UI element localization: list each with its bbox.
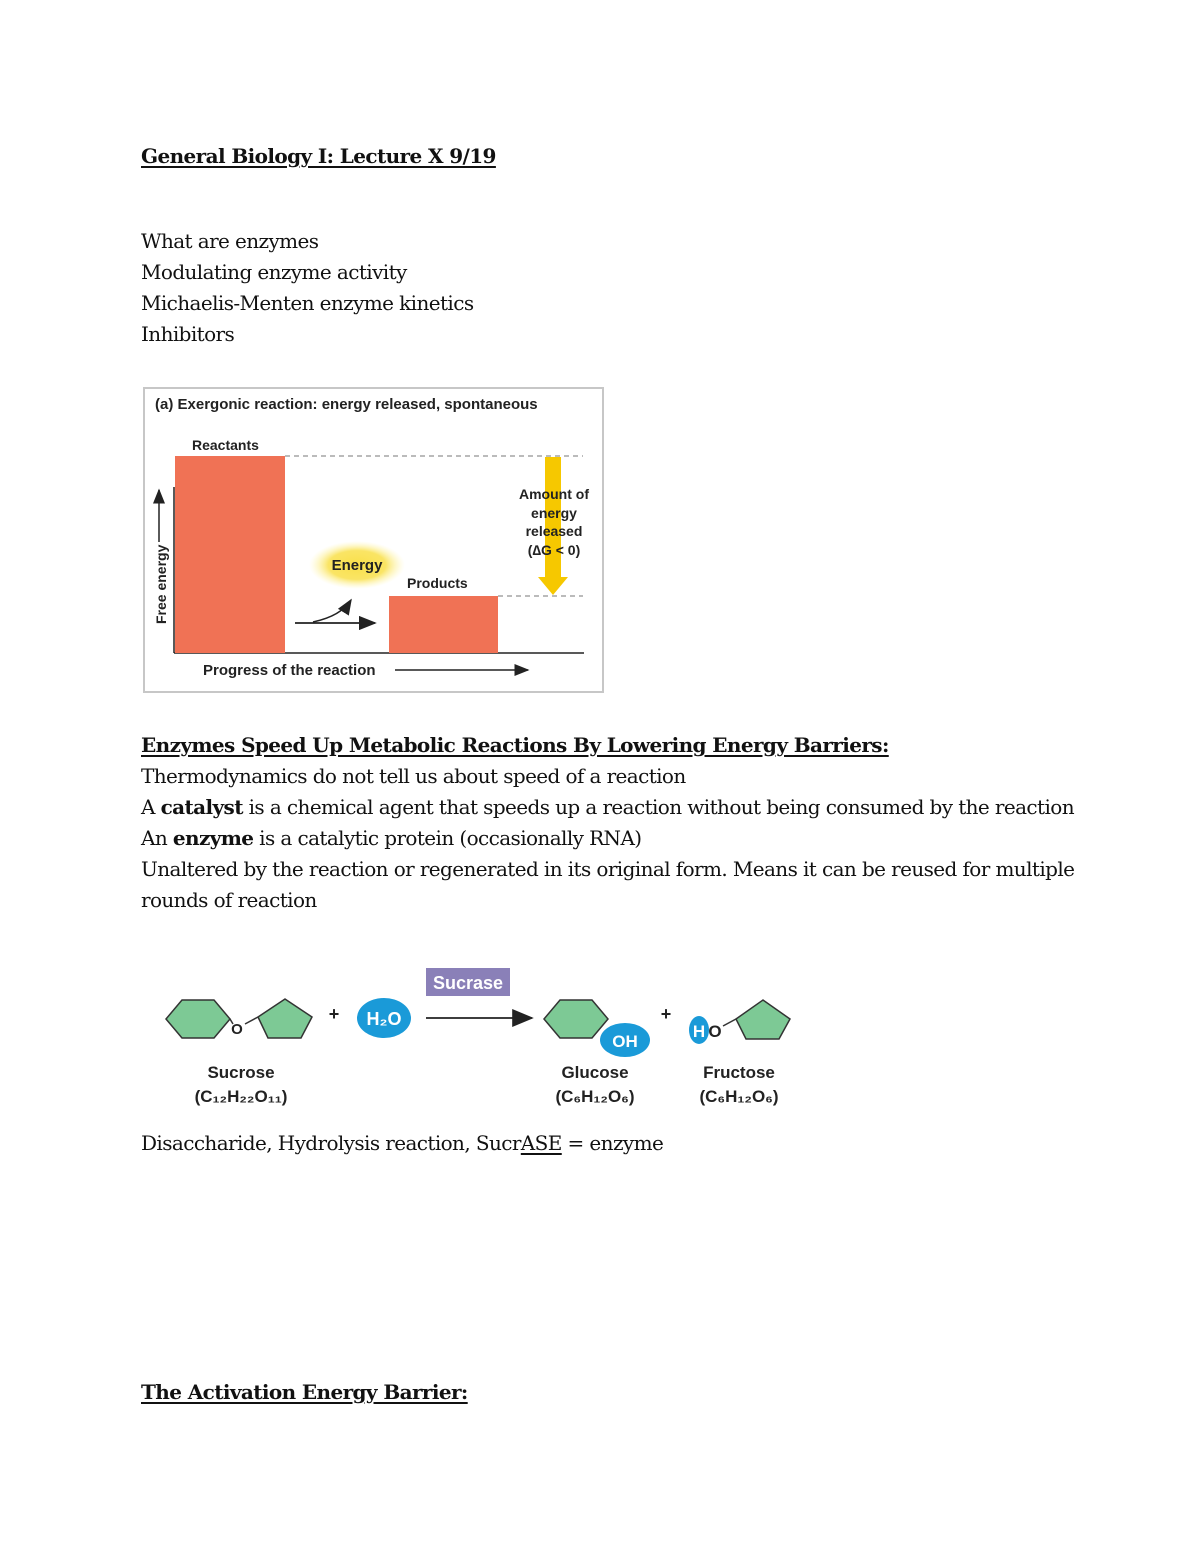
text-run: A bbox=[141, 795, 161, 819]
fructose-formula: (C₆H₁₂O₆) bbox=[699, 1087, 779, 1106]
exergonic-reaction-figure bbox=[143, 387, 604, 693]
text-run: is a chemical agent that speeds up a reaction without being consumed by the reaction bbox=[242, 795, 1074, 819]
text-run: An bbox=[141, 826, 173, 850]
products-bar bbox=[389, 596, 498, 653]
bond-line bbox=[723, 1019, 736, 1026]
enzyme-label: Sucrase bbox=[432, 973, 504, 993]
sucrose-formula: (C₁₂H₂₂O₁₁) bbox=[194, 1087, 288, 1106]
note-line bbox=[141, 1131, 663, 1155]
term-enzyme: enzyme bbox=[172, 826, 254, 850]
glucose-name: Glucose bbox=[561, 1063, 629, 1082]
released-label-line: Amount of bbox=[519, 486, 589, 502]
figure-caption: (a) Exergonic reaction: energy released, spontaneous bbox=[155, 396, 538, 413]
x-axis-label: Progress of the reaction bbox=[203, 662, 376, 679]
body-line bbox=[141, 795, 1074, 819]
plus-sign: + bbox=[660, 1004, 672, 1024]
glucose-formula: (C₆H₁₂O₆) bbox=[555, 1087, 635, 1106]
fructose-name: Fructose bbox=[703, 1063, 775, 1082]
o-label: O bbox=[708, 1022, 722, 1041]
term-catalyst: catalyst bbox=[160, 795, 243, 819]
body-line bbox=[141, 826, 642, 850]
reactants-label: Reactants bbox=[192, 437, 259, 453]
glycosidic-oxygen: O bbox=[231, 1021, 243, 1038]
bond-line bbox=[245, 1017, 258, 1024]
energy-label: Energy bbox=[331, 557, 383, 574]
plus-sign: + bbox=[328, 1004, 340, 1024]
fructose-ring bbox=[258, 999, 312, 1038]
text-run: = enzyme bbox=[561, 1131, 664, 1155]
h-label: H bbox=[692, 1022, 706, 1041]
sucrose-name: Sucrose bbox=[207, 1063, 275, 1082]
y-axis-label: Free energy bbox=[153, 544, 169, 624]
section-heading: The Activation Energy Barrier: bbox=[141, 1380, 468, 1404]
released-label-line: energy bbox=[531, 505, 577, 521]
glucose-ring bbox=[166, 1000, 230, 1038]
section-heading: Enzymes Speed Up Metabolic Reactions By Lowering Energy Barriers: bbox=[141, 733, 889, 757]
body-line: Unaltered by the reaction or regenerated in its original form. Means it can be reused for multiple bbox=[141, 857, 1075, 881]
delta-g-label: (∆G < 0) bbox=[527, 542, 581, 558]
products-label: Products bbox=[407, 575, 468, 591]
released-label-line: released bbox=[525, 523, 583, 539]
text-run: is a catalytic protein (occasionally RNA) bbox=[253, 826, 642, 850]
body-line: Thermodynamics do not tell us about speed of a reaction bbox=[141, 764, 686, 788]
text-run: Disaccharide, Hydrolysis reaction, Sucr bbox=[141, 1131, 521, 1155]
oh-label: OH bbox=[612, 1032, 638, 1051]
reactants-bar bbox=[175, 456, 285, 653]
body-line: rounds of reaction bbox=[141, 888, 317, 912]
page-title: General Biology I: Lecture X 9/19 bbox=[141, 144, 496, 168]
topic-item: Inhibitors bbox=[141, 322, 235, 346]
sucrase-reaction-figure bbox=[160, 962, 800, 1112]
water-label: H₂O bbox=[366, 1009, 402, 1029]
underlined-suffix: ASE bbox=[520, 1131, 562, 1155]
glucose-ring bbox=[544, 1000, 608, 1038]
topic-item: Michaelis-Menten enzyme kinetics bbox=[141, 291, 474, 315]
topic-item: Modulating enzyme activity bbox=[141, 260, 407, 284]
fructose-ring bbox=[736, 1000, 790, 1039]
topic-item: What are enzymes bbox=[141, 229, 319, 253]
